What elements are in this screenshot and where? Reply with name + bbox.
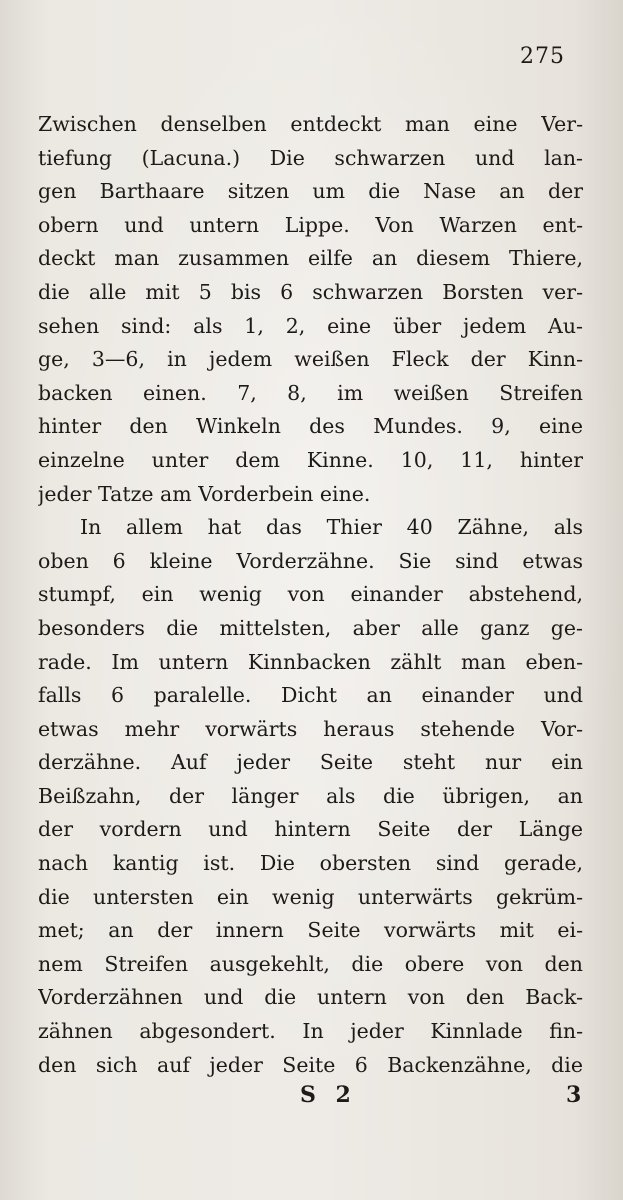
text-line: stumpf, ein wenig von einander abstehend, <box>38 582 583 607</box>
text-line: nem Streifen ausgekehlt, die obere von den <box>38 951 583 976</box>
text-line: rade. Im untern Kinnbacken zählt man eben- <box>38 649 583 674</box>
page-footer <box>0 1082 623 1118</box>
text-line: tiefung (Lacuna.) Die schwarzen und lan- <box>38 145 583 170</box>
text-line: falls 6 paralelle. Dicht an einander und <box>38 683 583 708</box>
text-line: Zwischen denselben entdeckt man eine Ver- <box>38 112 583 136</box>
text-line: jeder Tatze am Vorderbein eine. <box>38 481 371 506</box>
text-line: sehen sind: als 1, 2, eine über jedem Au- <box>38 313 583 338</box>
text-line: backen einen. 7, 8, im weißen Streifen <box>38 380 583 405</box>
text-line: hinter den Winkeln des Mundes. 9, eine <box>38 414 583 439</box>
text-line: oben 6 kleine Vorderzähne. Sie sind etwas <box>38 548 583 573</box>
text-line: die alle mit 5 bis 6 schwarzen Borsten ver- <box>38 279 583 304</box>
text-line: deckt man zusammen eilfe an diesem Thiere, <box>38 246 583 271</box>
page-number: 275 <box>520 44 565 69</box>
text-line: die untersten ein wenig unterwärts gekrüm- <box>38 884 583 909</box>
text-line: zähnen abgesondert. In jeder Kinnlade fin- <box>38 1019 583 1044</box>
text-line: besonders die mittelsten, aber alle ganz ge- <box>38 615 583 640</box>
body-text <box>38 108 583 1082</box>
text-line: den sich auf jeder Seite 6 Backenzähne, die <box>38 1052 583 1077</box>
paragraph-start-line: In allem hat das Thier 40 Zähne, als <box>80 515 583 540</box>
text-line: met; an der innern Seite vorwärts mit ei- <box>38 918 583 943</box>
text-line: Vorderzähnen und die untern von den Back- <box>38 985 583 1010</box>
text-line: etwas mehr vorwärts heraus stehende Vor- <box>38 716 583 741</box>
text-line: obern und untern Lippe. Von Warzen ent- <box>38 212 583 237</box>
text-line: derzähne. Auf jeder Seite steht nur ein <box>38 750 583 775</box>
text-line: der vordern und hintern Seite der Länge <box>38 817 583 842</box>
signature-mark: S 2 <box>300 1082 357 1108</box>
text-line: Beißzahn, der länger als die übrigen, an <box>38 783 583 808</box>
text-line: gen Barthaare sitzen um die Nase an der <box>38 179 583 204</box>
catchword: 3 <box>566 1082 582 1108</box>
text-line: ge, 3—6, in jedem weißen Fleck der Kinn- <box>38 347 583 372</box>
text-line: nach kantig ist. Die obersten sind gerade, <box>38 851 583 876</box>
text-line: einzelne unter dem Kinne. 10, 11, hinter <box>38 447 583 472</box>
